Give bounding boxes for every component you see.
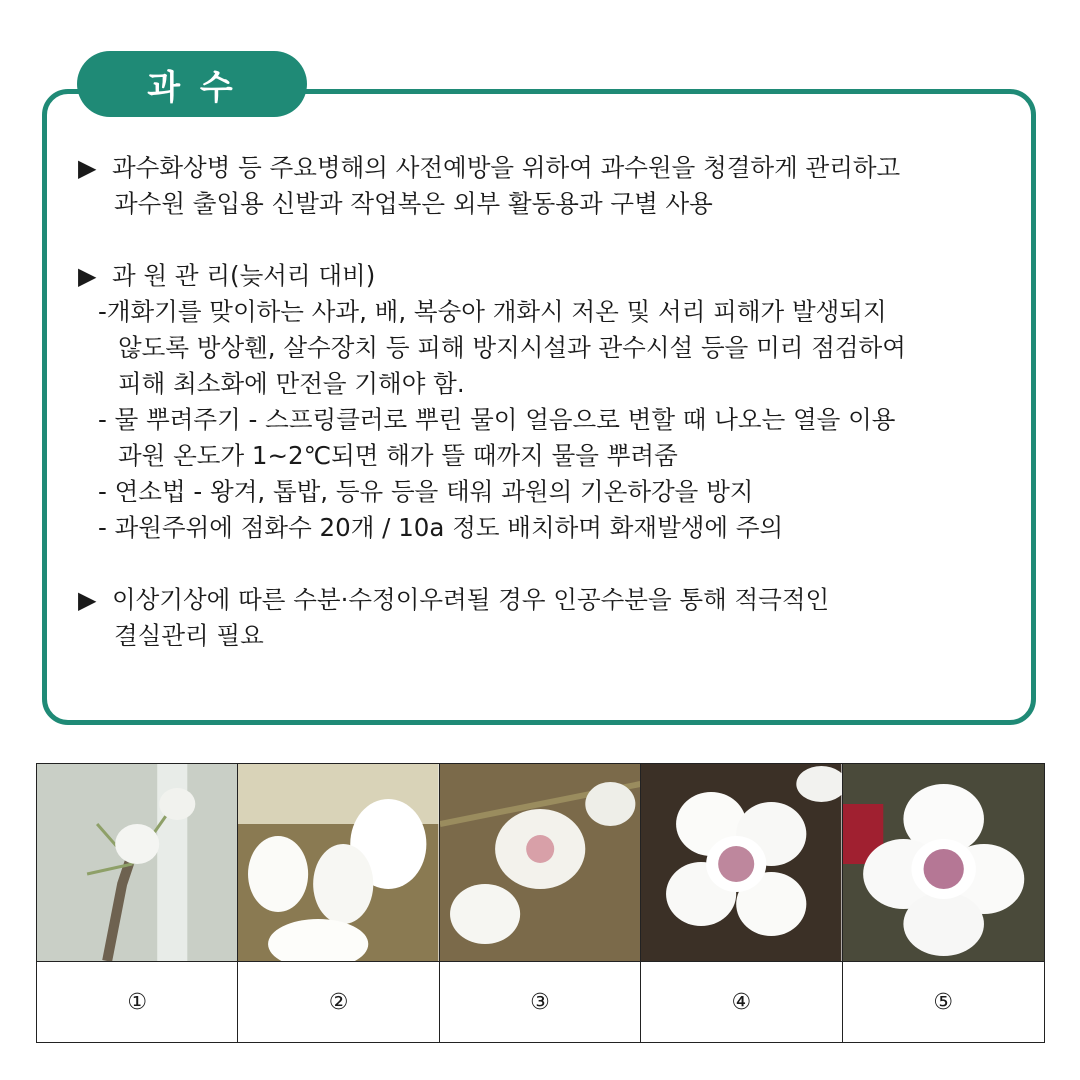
section-2-line-1: -개화기를 맞이하는 사과, 배, 복숭아 개화시 저온 및 서리 피해가 발생되지 — [98, 297, 887, 326]
section-3-line-1: ▶ 이상기상에 따른 수분·수정이우려될 경우 인공수분을 통해 적극적인 — [78, 582, 1028, 618]
flower-stage-photo-table — [36, 763, 1045, 1043]
arrow-icon: ▶ — [78, 586, 97, 614]
photo-label-1: ① — [37, 961, 238, 1042]
section-1-line-1: ▶ 과수화상병 등 주요병해의 사전예방을 위하여 과수원을 청결하게 관리하고 — [78, 150, 1028, 186]
content-body — [78, 150, 1028, 654]
photo-label-2: ② — [238, 961, 439, 1042]
section-2-line-4: - 물 뿌려주기 - 스프링클러로 뿌린 물이 얼음으로 변할 때 나오는 열을 이용 — [98, 405, 896, 434]
section-2-line-2: 않도록 방상휀, 살수장치 등 피해 방지시설과 관수시설 등을 미리 점검하여 — [118, 333, 906, 362]
page-title: 과 수 — [77, 51, 307, 117]
arrow-icon: ▶ — [78, 262, 97, 290]
section-3-line-2: 결실관리 필요 — [114, 621, 264, 650]
photo-stage-4 — [641, 764, 842, 961]
photo-stage-3 — [440, 764, 641, 961]
section-2-line-5: 과원 온도가 1~2℃되면 해가 뜰 때까지 물을 뿌려줌 — [118, 441, 678, 470]
section-1-line-2: 과수원 출입용 신발과 작업복은 외부 활동용과 구별 사용 — [114, 189, 713, 218]
section-2-line-3: 피해 최소화에 만전을 기해야 함. — [118, 369, 465, 398]
photo-label-4: ④ — [641, 961, 842, 1042]
photo-stage-1 — [37, 764, 238, 961]
photo-label-5: ⑤ — [843, 961, 1044, 1042]
photo-label-3: ③ — [440, 961, 641, 1042]
section-2-line-6: - 연소법 - 왕겨, 톱밥, 등유 등을 태워 과원의 기온하강을 방지 — [98, 477, 754, 506]
arrow-icon: ▶ — [78, 154, 97, 182]
photo-stage-2 — [238, 764, 439, 961]
photo-stage-5 — [843, 764, 1044, 961]
section-2-heading: ▶ 과 원 관 리(늦서리 대비) — [78, 258, 1028, 294]
section-2-line-7: - 과원주위에 점화수 20개 / 10a 정도 배치하며 화재발생에 주의 — [98, 513, 784, 542]
